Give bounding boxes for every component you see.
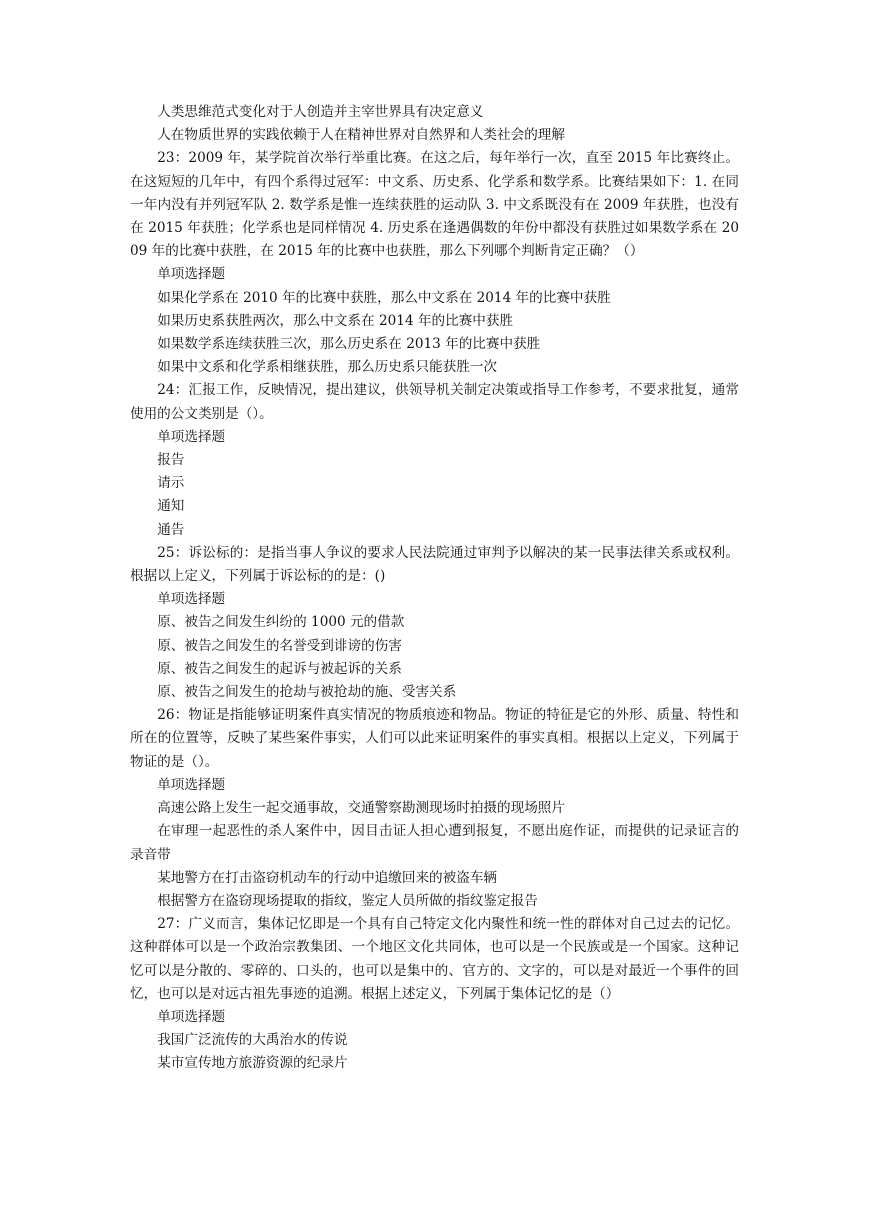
question-type-label: 单项选择题 — [157, 428, 226, 445]
option-text: 某市宣传地方旅游资源的纪录片 — [157, 1055, 348, 1072]
option-text: 人类思维范式变化对于人创造并主宰世界具有决定意义 — [157, 104, 484, 120]
option-text: 我国广泛流传的大禹治水的传说 — [157, 1032, 348, 1049]
question-type-label: 单项选择题 — [157, 776, 226, 793]
question-type-label: 单项选择题 — [157, 1008, 226, 1025]
option-text: 原、被告之间发生的名誉受到诽谤的伤害 — [157, 637, 402, 654]
option-text: 在审理一起恶性的杀人案件中，因目击证人担心遭到报复，不愿出庭作证，而提供的记录证言的录音带 — [130, 823, 739, 863]
option-text: 原、被告之间发生的抢劫与被抢劫的施、受害关系 — [157, 684, 457, 701]
question-25: 25：诉讼标的：是指当事人争议的要求人民法院通过审判予以解决的某一民事法律关系或权利。根据以上定义，下列属于诉讼标的的是：() — [130, 544, 739, 585]
option-text: 如果数学系连续获胜三次，那么历史系在 2013 年的比赛中获胜 — [157, 336, 541, 353]
option-text: 请示 — [157, 475, 185, 492]
option-text: 如果化学系在 2010 年的比赛中获胜，那么中文系在 2014 年的比赛中获胜 — [157, 289, 611, 306]
option-text: 报告 — [157, 452, 185, 469]
question-26: 26：物证是指能够证明案件真实情况的物质痕迹和物品。物证的特征是它的外形、质量、特性和所在的位置等，反映了某些案件事实，人们可以此来证明案件的事实真相。根据以上定义，下列属于物证的是（）。 — [130, 707, 739, 770]
option-text: 高速公路上发生一起交通事故，交通警察勘测现场时拍摄的现场照片 — [157, 800, 565, 817]
option-text: 通告 — [157, 521, 185, 538]
option-text: 根据警方在盗窃现场提取的指纹，鉴定人员所做的指纹鉴定报告 — [157, 892, 538, 909]
question-23: 23：2009 年，某学院首次举行举重比赛。在这之后，每年举行一次，直至 2015 年比赛终止。在这短短的几年中，有四个系得过冠军：中文系、历史系、化学系和数学系。比赛结果如下：1. 在同一年内没有并列冠军队 2. 数学系是惟一连续获胜的运动队 3. 中文系既没有在 2009 年获胜，也没有在 2015 年获胜；化学系也是同样情况 4. 历史系在逢遇偶数的年份中都没有获胜过如果数学系在 2009 年的比赛中获胜，在 2015 年的比赛中也获胜，那么下列哪个判断肯定正确？（） — [130, 150, 739, 260]
question-24: 24：汇报工作，反映情况，提出建议，供领导机关制定决策或指导工作参考，不要求批复，通常使用的公文类别是（）。 — [130, 382, 739, 422]
option-text: 某地警方在打击盗窃机动车的行动中追缴回来的被盗车辆 — [157, 869, 498, 886]
option-text: 如果中文系和化学系相继获胜，那么历史系只能获胜一次 — [157, 359, 498, 376]
question-type-label: 单项选择题 — [157, 266, 226, 283]
option-text: 原、被告之间发生的起诉与被起诉的关系 — [157, 660, 402, 677]
option-text: 原、被告之间发生纠纷的 1000 元的借款 — [157, 614, 405, 631]
option-text: 如果历史系获胜两次，那么中文系在 2014 年的比赛中获胜 — [157, 312, 514, 329]
question-27: 27：广义而言，集体记忆即是一个具有自己特定文化内聚性和统一性的群体对自己过去的记忆。这种群体可以是一个政治宗教集团、一个地区文化共同体，也可以是一个民族或是一个国家。这种记忆可以是分散的、零碎的、口头的，也可以是集中的、官方的、文字的，可以是对最近一个事件的回忆，也可以是对远古祖先事迹的追溯。根据上述定义，下列属于集体记忆的是（） — [130, 916, 739, 1002]
option-text: 通知 — [157, 498, 185, 515]
option-text: 人在物质世界的实践依赖于人在精神世界对自然界和人类社会的理解 — [157, 127, 565, 144]
question-type-label: 单项选择题 — [157, 591, 226, 608]
